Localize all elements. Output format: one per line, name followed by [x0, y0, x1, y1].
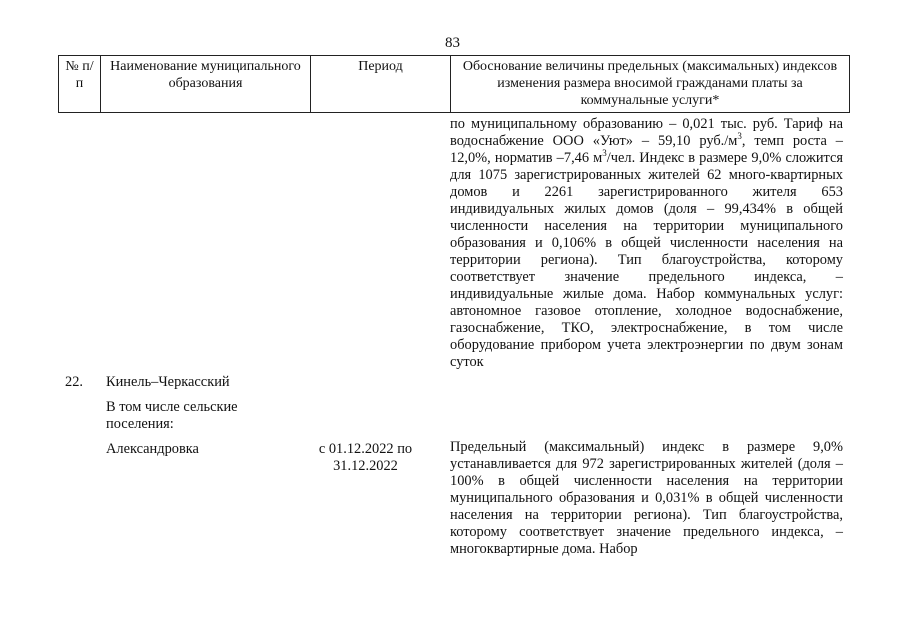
continuation-part-3: /чел. Индекс в размере 9,0% сложится для 1075 зарегистрированных жителей 62 много-квартирных домов и 2261 зарегистрированного жителя 653 индивидуальных жилых домов (доля – 99,434% в общей численности населения на территории муниципального образования и 0,106% в общей численности населения на территории региона). Тип благоустройства, которому соответствует значение предельного индекса, – индивидуальные жилые дома. Набор коммунальных услуг: автономное газовое отопление, холодное водоснабжение, газоснабжение, ТКО, электроснабжение, в том числе оборудование прибором учета электроэнергии по двум зонам суток [450, 150, 843, 370]
header-municipality-col: Наименование муниципального образования [101, 56, 311, 112]
continuation-part-1: по муниципальному образованию – 0,021 тыс. руб. Тариф на водоснабжение ООО «Уют» – 59,10 руб./м [450, 116, 843, 149]
municipality-name: Кинель–Черкасский [106, 374, 230, 390]
period-dates: с 01.12.2022 по 31.12.2022 [318, 441, 413, 474]
subheading: В том числе сельские поселения: [106, 399, 238, 432]
superscript-2: 3 [602, 148, 607, 159]
table-header [58, 55, 850, 113]
header-period-col: Период [311, 56, 451, 112]
row-number: 22. [65, 374, 83, 390]
header-justification-col: Обоснование величины предельных (максимальных) индексов изменения размера вносимой гражданами платы за коммунальные услуги* [451, 56, 850, 112]
settlement-justification-text: Предельный (максимальный) индекс в размере 9,0% устанавливается для 972 зарегистрированных жителей (доля – 100% в общей численности населения на территории муниципального образования и 0,031% в общей численности населения на территории региона). Тип благоустройства, которому соответствует значение предельного индекса, – многоквартирные дома. Набор [450, 439, 843, 557]
continuation-part-2: , темп роста – 12,0%, норматив –7,46 м [450, 133, 843, 166]
page-number: 83 [445, 35, 460, 51]
header-number-col: № п/п [59, 56, 101, 112]
continuation-text [450, 116, 843, 371]
superscript-1: 3 [737, 131, 742, 142]
settlement-name: Александровка [106, 441, 199, 457]
